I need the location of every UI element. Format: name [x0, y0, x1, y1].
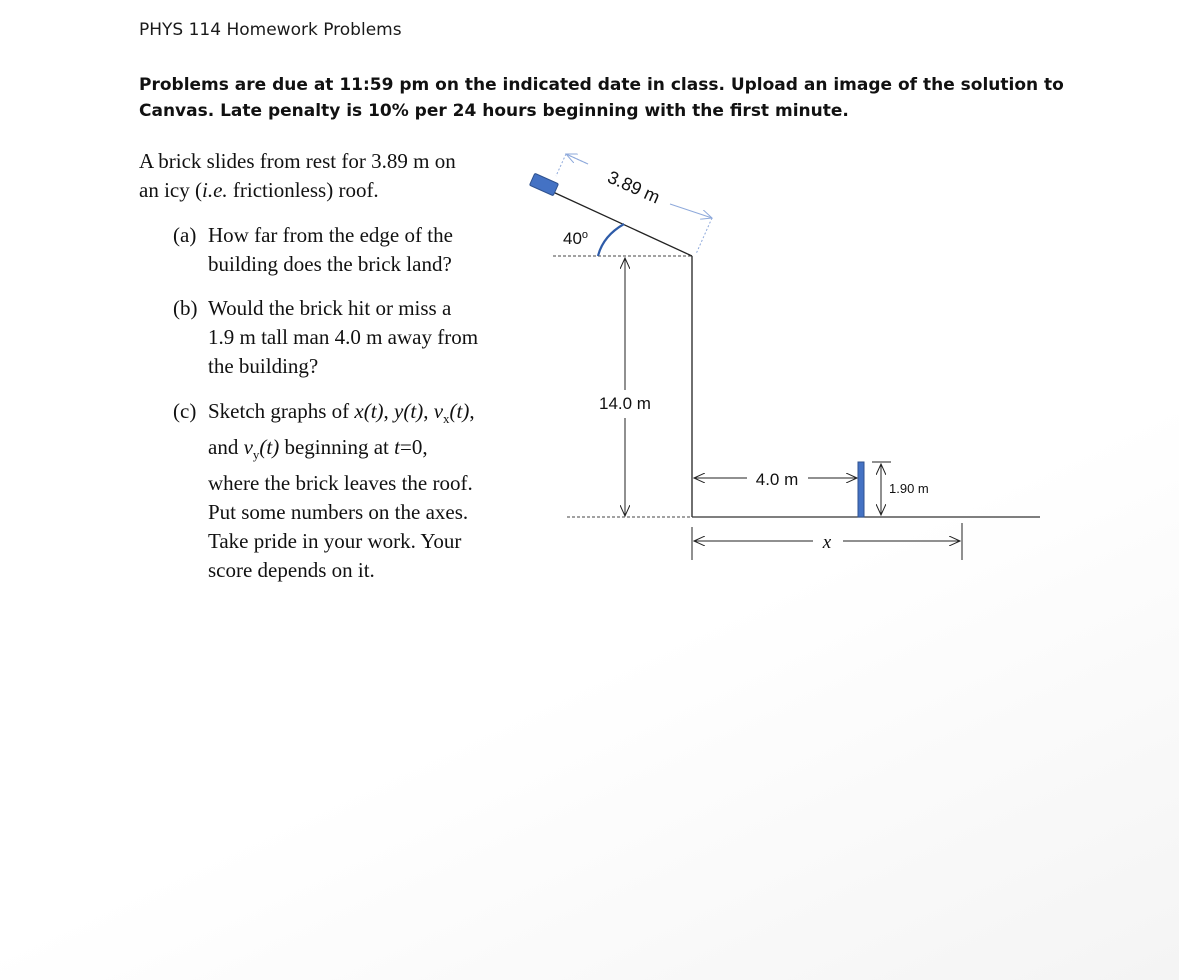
height-dimension	[599, 258, 651, 516]
part-c: (c) Sketch graphs of x(t), y(t), $v_x(t)$, and $v_y(t)$ beginning at t=0, where the brick leaves the roof. Put some numbers on the axes. Take pride in your work. Your score depends on it.	[173, 399, 475, 583]
man-distance-dimension	[694, 470, 857, 489]
page-title: PHYS 114 Homework Problems	[139, 20, 402, 40]
angle-label: 40$^o$	[563, 229, 589, 248]
brick	[529, 173, 558, 195]
intro-line-1: A brick slides from rest for 3.89 m on	[139, 149, 456, 173]
part-b-label: (b)	[173, 296, 198, 320]
intro-line-2: an icy (i.e. frictionless) roof.	[139, 178, 379, 202]
part-b: (b) Would the brick hit or miss a 1.9 m tall man 4.0 m away from the building?	[173, 296, 479, 378]
angle-arc	[598, 224, 624, 256]
part-a-label: (a)	[173, 223, 197, 247]
instructions-line-1: Problems are due at 11:59 pm on the indicated date in class. Upload an image of the solution to	[139, 75, 1064, 95]
height-label: 14.0 m	[599, 394, 651, 413]
roof-length-label: 3.89 m	[604, 166, 664, 208]
man-height-dimension	[872, 462, 929, 515]
part-c-label: (c)	[173, 399, 197, 423]
man-height-label: 1.90 m	[889, 481, 929, 496]
roof-angle	[563, 224, 624, 256]
landing-distance-dimension	[692, 523, 962, 560]
man-distance-label: 4.0 m	[755, 470, 799, 489]
man-figure	[858, 462, 864, 517]
part-a: (a) How far from the edge of the building does the brick land?	[173, 223, 453, 276]
landing-distance-label: x	[822, 532, 832, 553]
instructions-line-2: Canvas. Late penalty is 10% per 24 hours beginning with the first minute.	[139, 101, 849, 121]
